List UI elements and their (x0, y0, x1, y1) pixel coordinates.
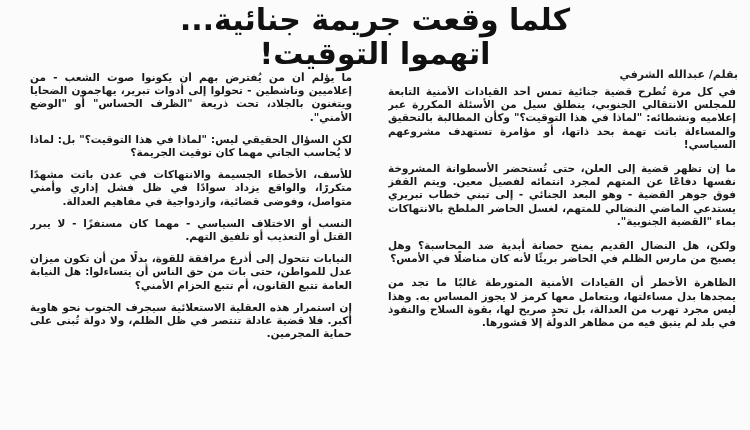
byline: بقلم/ عبدالله الشرفي (619, 68, 738, 81)
article-column-right (388, 86, 736, 426)
paragraph: في كل مرة تُطرح قضية جنائية تمس أحد القيادات الأمنية التابعة للمجلس الانتقالي الجنوبي، ينطلق سيل من الأسئلة المكررة عبر إعلاميه ونشطائه: "لماذا في هذا التوقيت؟" وكأن المطالبة بالتحقيق والمساءلة باتت تهمة بحد ذاتها، أو مؤامرة تستهدف مشروعهم السياسي! (388, 86, 736, 151)
paragraph: لكن السؤال الحقيقي ليس: "لماذا في هذا التوقيت؟" بل: لماذا لا يُحاسب الجاني مهما كان توقيت الجريمة؟ (30, 133, 352, 160)
paragraph: الظاهرة الأخطر أن القيادات الأمنية المتورطة غالبًا ما تجد من يمجدها بدل مساءلتها، ويتعامل معها كرمز لا يجوز المساس به. وهذا ليس مجرد تهرب من العدالة، بل تحدٍ صريح لها، بقوة السلاح والنفوذ في بلد لم يتبق فيه من مظاهر الدولة إلا قشورها. (388, 277, 736, 330)
headline-line-2: اتهموا التوقيت! (259, 37, 491, 72)
paragraph: النيابات تتحول إلى أذرع مرافقة للقوة، بدلًا من أن تكون ميزان عدل للمواطن، حتى بات من حق الناس أن يتساءلوا: هل النيابة العامة تتبع القانون، أم تتبع الحزام الأمني؟ (30, 253, 352, 292)
paragraph: ما إن تظهر قضية إلى العلن، حتى تُستحضر الأسطوانة المشروخة نفسها دفاعًا عن المتهم لمجرد انتمائه لفصيل معين. ويتم القفز فوق جوهر القضية - وهو البعد الجنائي - إلى تبني خطاب تبريري يستدعي الماضي النضالي للمتهم، لغسل الحاضر الملطخ بالانتهاكات بماء "القضية الجنوبية". (388, 163, 736, 228)
paragraph: النسب أو الاختلاف السياسي - مهما كان مستفزًا - لا يبرر القتل أو التعذيب أو تلفيق التهم. (30, 217, 352, 244)
paragraph: إن استمرار هذه العقلية الاستعلائية سيجرف الجنوب نحو هاوية أكبر. فلا قضية عادلة تنتصر في ظل الظلم، ولا دولة تُبنى على حماية المجرمين. (30, 301, 352, 341)
paragraph: للأسف، الأخطاء الجسيمة والانتهاكات في عدن باتت مشهدًا متكررًا، والواقع يزداد سوادًا في ظل فشل إداري وأمني متواصل، وفوضى قضائية، وازدواجية في مفاهيم العدالة. (30, 169, 352, 208)
headline-line-1: كلما وقعت جريمة جنائية... (179, 3, 571, 38)
paragraph: ما يؤلم أن من يُفترض بهم أن يكونوا صوت الشعب - من إعلاميين وناشطين - تحولوا إلى أدوات تبرير، يهاجمون الضحايا ويتغنون بالجلاد، تحت ذريعة "الظرف الحساس" أو "الوضع الأمني". (30, 72, 352, 124)
article-column-left (30, 72, 352, 428)
headline (120, 4, 630, 72)
paragraph: ولكن، هل النضال القديم يمنح حصانة أبدية ضد المحاسبة؟ وهل يصبح من مارس الظلم في الحاضر بريئًا لأنه كان مناضلًا في الأمس؟ (388, 240, 736, 266)
